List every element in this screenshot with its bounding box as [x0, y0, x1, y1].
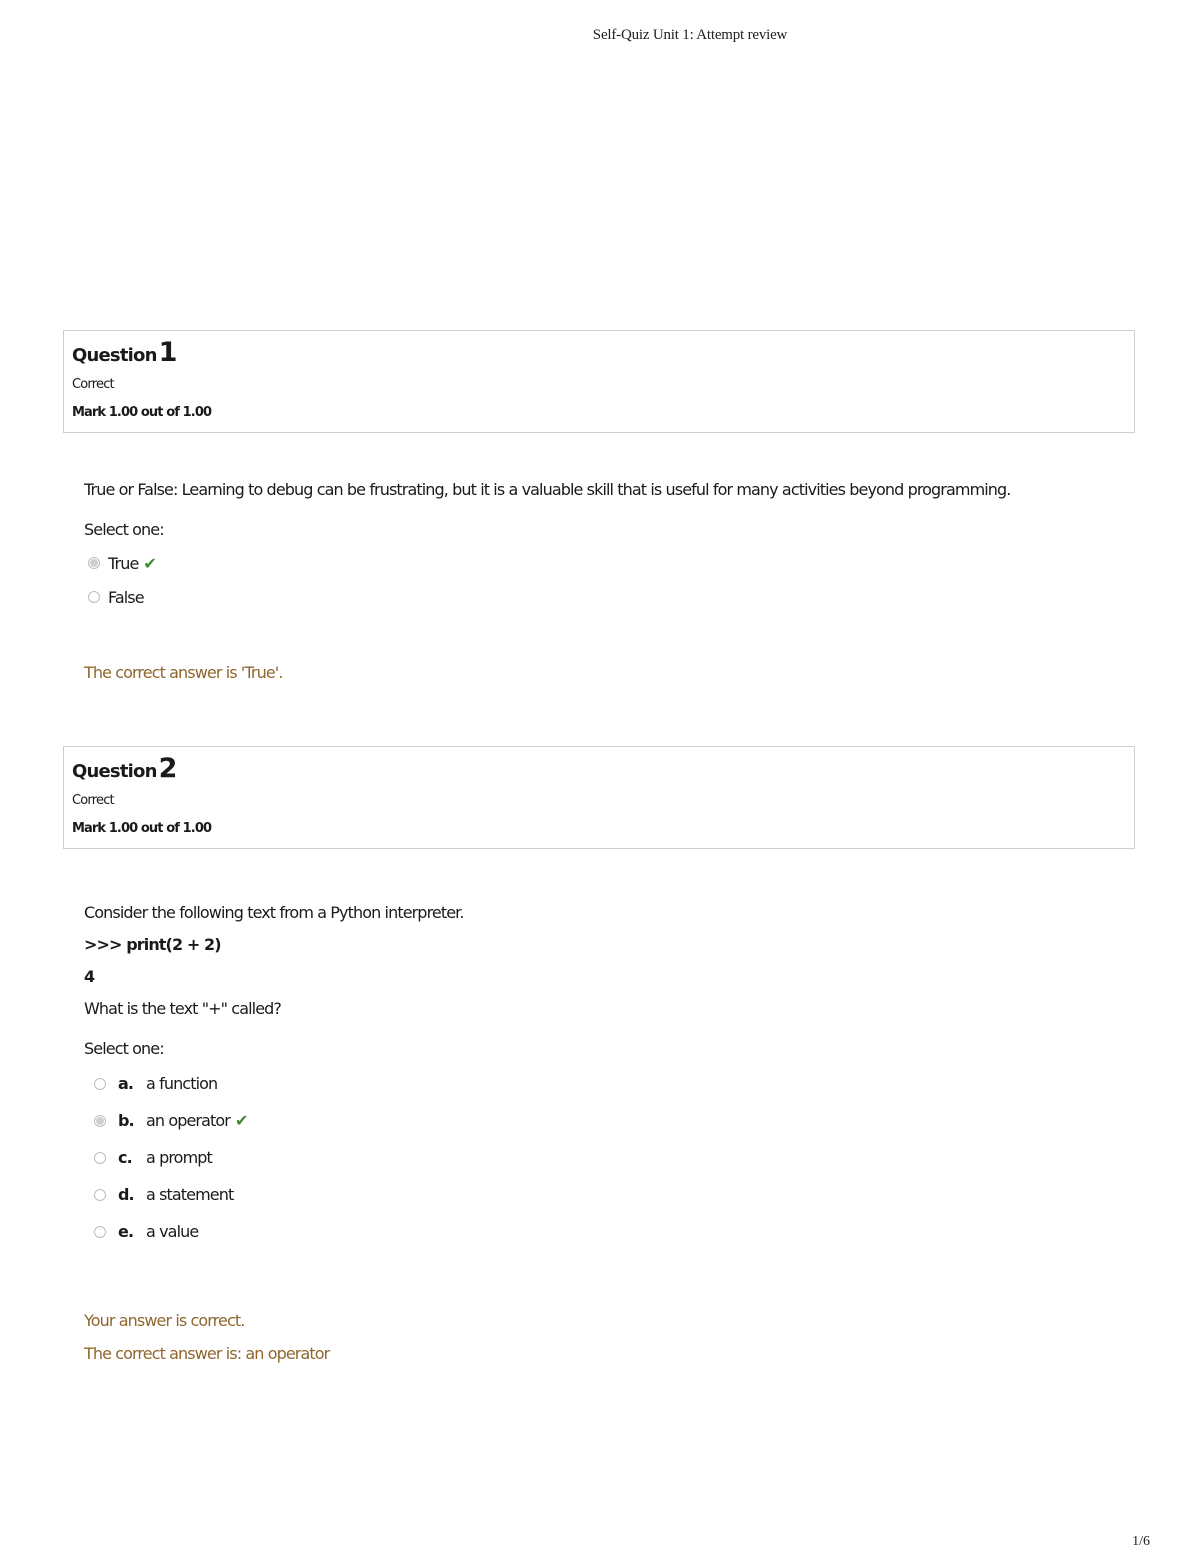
question-content-2: [84, 897, 1134, 1370]
answer-letter: a.: [118, 1074, 134, 1093]
question-title-1: [72, 339, 1126, 370]
question-state: Correct: [72, 377, 114, 392]
radio-button[interactable]: [94, 1152, 106, 1164]
answer-letter: b.: [118, 1111, 134, 1130]
question-content-1: [84, 474, 1134, 689]
question-grade: Mark 1.00 out of 1.00: [72, 405, 212, 420]
answer-list: [84, 546, 1134, 614]
radio-button[interactable]: [94, 1189, 106, 1201]
answer-letter: c.: [118, 1148, 132, 1167]
answer-option-true[interactable]: [88, 546, 1134, 580]
page-header: Self-Quiz Unit 1: Attempt review: [592, 27, 788, 43]
question-info-1: [63, 330, 1135, 433]
answer-label: True: [108, 553, 139, 573]
question-label: Question: [72, 761, 157, 782]
answer-label: a value: [146, 1222, 199, 1241]
radio-button-checked[interactable]: [94, 1115, 106, 1127]
select-one-prompt: Select one:: [84, 520, 164, 539]
answer-option-c[interactable]: [94, 1139, 1134, 1176]
answer-option-b[interactable]: [94, 1102, 1134, 1139]
answer-option-d[interactable]: [94, 1176, 1134, 1213]
question-output-line: 4: [84, 967, 95, 986]
question-text-line: True or False: Learning to debug can be frustrating, but it is a valuable skill that is useful for many activities beyond programming.: [84, 480, 1011, 499]
question-number: 2: [158, 753, 177, 784]
answer-label: a statement: [146, 1185, 234, 1204]
answer-letter: d.: [118, 1185, 134, 1204]
feedback: [84, 1304, 1134, 1370]
question-text-line: What is the text "+" called?: [84, 999, 281, 1018]
question-state: Correct: [72, 793, 114, 808]
select-one-prompt: Select one:: [84, 1039, 164, 1058]
question-text: [84, 474, 1134, 506]
question-text: [84, 897, 1134, 1025]
radio-button[interactable]: [88, 591, 100, 603]
correct-answer-text: The correct answer is 'True'.: [84, 663, 283, 682]
checkmark-icon: ✔: [143, 553, 156, 573]
answer-list: [84, 1065, 1134, 1250]
question-info-2: [63, 746, 1135, 849]
answer-letter: e.: [118, 1222, 134, 1241]
question-title-2: [72, 755, 1126, 786]
correct-answer-text: The correct answer is: an operator: [84, 1344, 330, 1363]
answer-option-e[interactable]: [94, 1213, 1134, 1250]
question-grade: Mark 1.00 out of 1.00: [72, 821, 212, 836]
question-number: 1: [158, 337, 177, 368]
question-label: Question: [72, 345, 157, 366]
radio-button[interactable]: [94, 1078, 106, 1090]
question-code-line: >>> print(2 + 2): [84, 935, 221, 954]
answer-option-a[interactable]: [94, 1065, 1134, 1102]
feedback: [84, 656, 1134, 689]
page-number: 1/6: [1132, 1534, 1150, 1549]
answer-option-false[interactable]: [88, 580, 1134, 614]
question-text-line: Consider the following text from a Python interpreter.: [84, 903, 464, 922]
your-answer-correct-text: Your answer is correct.: [84, 1311, 245, 1330]
answer-label: False: [108, 587, 144, 607]
answer-label: a function: [146, 1074, 218, 1093]
checkmark-icon: ✔: [234, 1111, 248, 1130]
answer-label: a prompt: [146, 1148, 212, 1167]
radio-button[interactable]: [94, 1226, 106, 1238]
answer-label: an operator: [146, 1111, 230, 1130]
radio-button-checked[interactable]: [88, 557, 100, 569]
